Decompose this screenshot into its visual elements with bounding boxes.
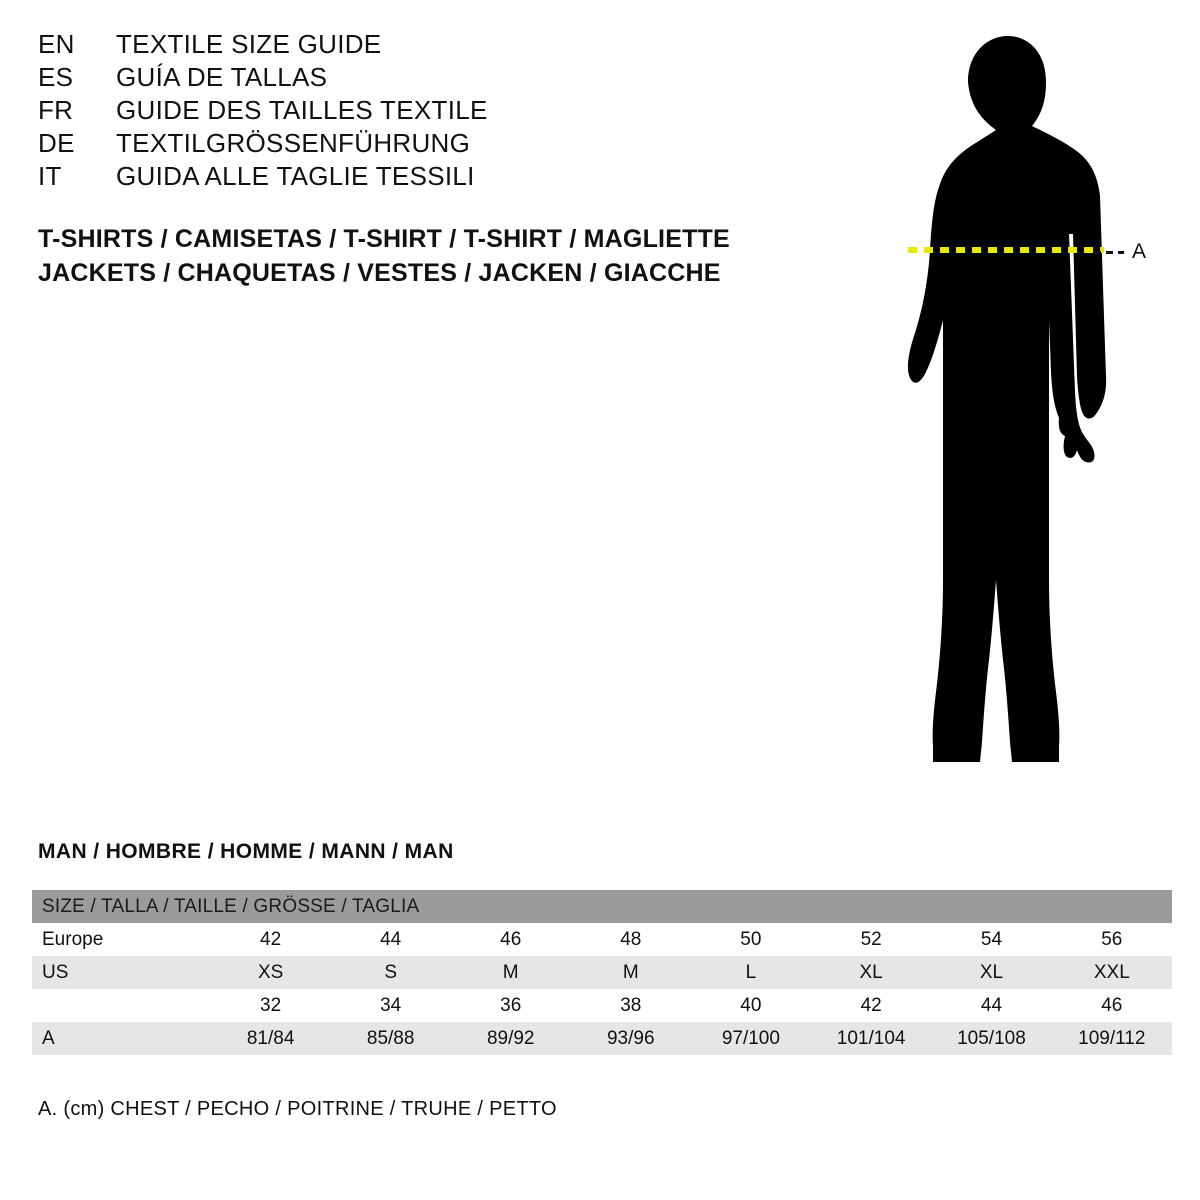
table-cell: 46 xyxy=(1052,989,1172,1022)
man-silhouette-icon xyxy=(830,20,1170,790)
language-text: TEXTILGRÖSSENFÜHRUNG xyxy=(116,128,471,158)
table-cell: 34 xyxy=(331,989,451,1022)
language-text: GUIDA ALLE TAGLIE TESSILI xyxy=(116,161,475,191)
row-label: US xyxy=(32,956,211,989)
size-table xyxy=(32,890,1172,1055)
table-section-title: MAN / HOMBRE / HOMME / MANN / MAN xyxy=(38,840,454,863)
table-header-row xyxy=(32,890,1172,923)
body-figure xyxy=(830,20,1170,790)
table-cell: XXL xyxy=(1052,956,1172,989)
table-cell: 101/104 xyxy=(811,1022,931,1055)
footnote: A. (cm) CHEST / PECHO / POITRINE / TRUHE / PETTO xyxy=(38,1098,557,1120)
table-cell: 40 xyxy=(691,989,811,1022)
category-headings xyxy=(38,222,778,290)
table-cell: 48 xyxy=(571,923,691,956)
language-code: DE xyxy=(38,128,75,158)
table-cell: XL xyxy=(931,956,1051,989)
category-tshirts: T-SHIRTS / CAMISETAS / T-SHIRT / T-SHIRT / MAGLIETTE xyxy=(38,225,730,253)
category-jackets: JACKETS / CHAQUETAS / VESTES / JACKEN / GIACCHE xyxy=(38,259,721,287)
language-row xyxy=(38,28,738,61)
language-row xyxy=(38,94,738,127)
measure-label-a: A xyxy=(1132,240,1147,263)
table-cell: XS xyxy=(211,956,331,989)
row-label xyxy=(32,989,211,1022)
table-cell: 54 xyxy=(931,923,1051,956)
table-cell: M xyxy=(571,956,691,989)
language-code: EN xyxy=(38,29,75,59)
language-row xyxy=(38,61,738,94)
language-row xyxy=(38,127,738,160)
table-cell: 42 xyxy=(211,923,331,956)
table-cell: 56 xyxy=(1052,923,1172,956)
table-cell: S xyxy=(331,956,451,989)
table-cell: 89/92 xyxy=(451,1022,571,1055)
row-label: A xyxy=(32,1022,211,1055)
table-cell: 105/108 xyxy=(931,1022,1051,1055)
table-cell: 93/96 xyxy=(571,1022,691,1055)
table-cell: XL xyxy=(811,956,931,989)
table-cell: 32 xyxy=(211,989,331,1022)
table-row xyxy=(32,923,1172,956)
table-cell: 85/88 xyxy=(331,1022,451,1055)
table-cell: 44 xyxy=(931,989,1051,1022)
table-cell: M xyxy=(451,956,571,989)
table-cell: 52 xyxy=(811,923,931,956)
table-cell: L xyxy=(691,956,811,989)
table-cell: 46 xyxy=(451,923,571,956)
table-cell: 44 xyxy=(331,923,451,956)
measure-leader-line xyxy=(1094,251,1124,254)
table-header-label: SIZE / TALLA / TAILLE / GRÖSSE / TAGLIA xyxy=(32,890,1172,923)
table-cell: 36 xyxy=(451,989,571,1022)
table-cell: 42 xyxy=(811,989,931,1022)
table-row xyxy=(32,1022,1172,1055)
table-row xyxy=(32,989,1172,1022)
language-code: IT xyxy=(38,161,62,191)
language-code: ES xyxy=(38,62,74,92)
table-cell: 109/112 xyxy=(1052,1022,1172,1055)
table-cell: 81/84 xyxy=(211,1022,331,1055)
language-text: GUÍA DE TALLAS xyxy=(116,62,328,92)
table-row xyxy=(32,956,1172,989)
table-cell: 50 xyxy=(691,923,811,956)
table-cell: 38 xyxy=(571,989,691,1022)
language-list xyxy=(38,28,738,193)
language-code: FR xyxy=(38,95,74,125)
row-label: Europe xyxy=(32,923,211,956)
language-text: GUIDE DES TAILLES TEXTILE xyxy=(116,95,488,125)
language-row xyxy=(38,160,738,193)
chest-measure-line xyxy=(906,244,1106,256)
language-text: TEXTILE SIZE GUIDE xyxy=(116,29,382,59)
table-cell: 97/100 xyxy=(691,1022,811,1055)
